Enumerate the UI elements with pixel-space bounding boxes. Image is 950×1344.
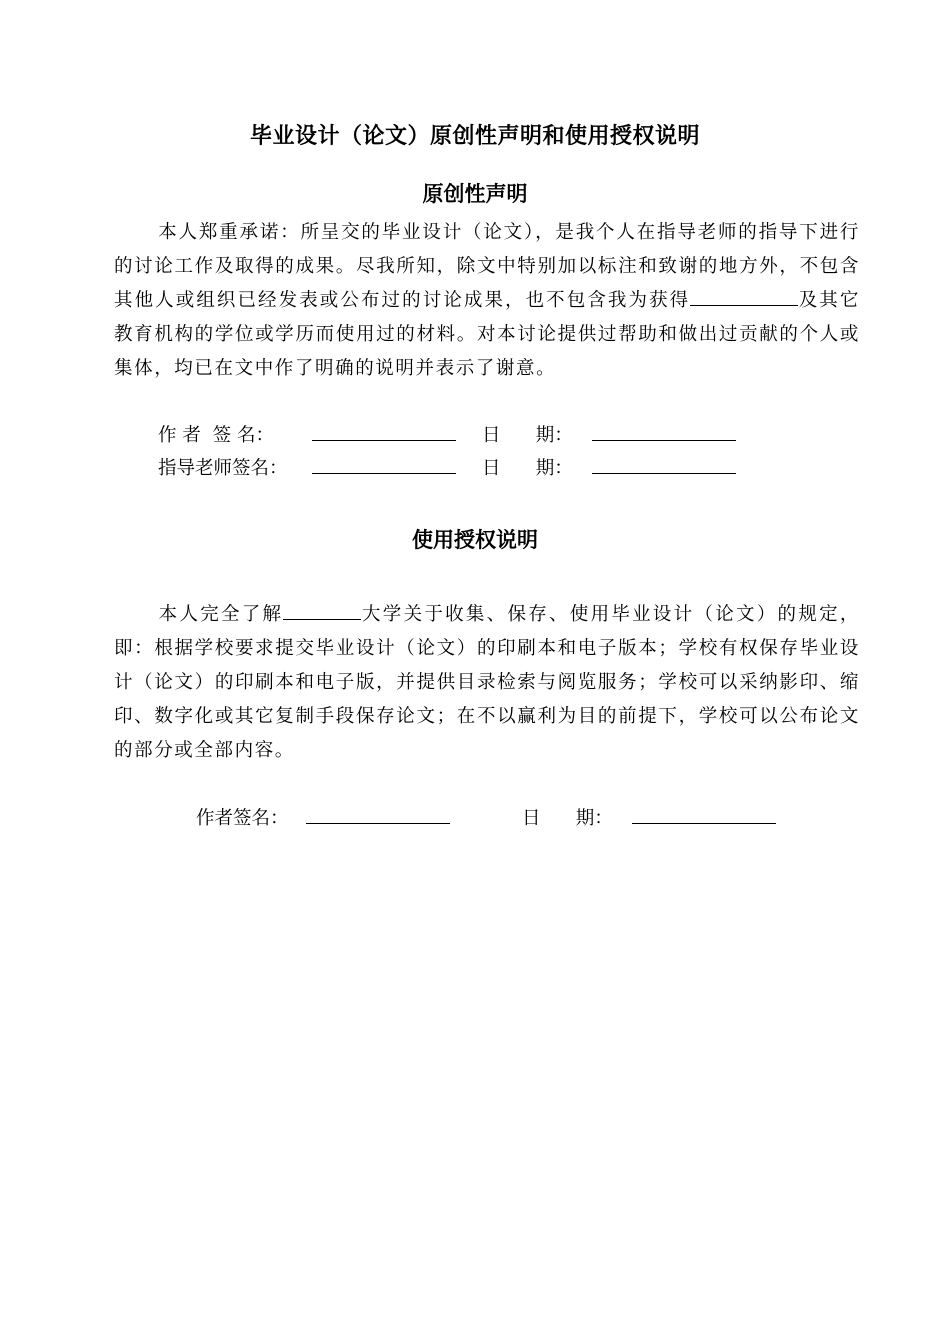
authorization-signature-row: [196, 801, 450, 835]
authorization-heading: 使用授权说明: [412, 528, 538, 552]
originality-text-start: 本人郑重承诺：所呈交的毕业设计（论文），是我个人在指导老师的指导下进行的讨论工作及取得的成果。尽我所知，除文中特别加以标注和致谢的地方外，不包含其他人或组织已经发表或公布过的讨论成果，也不包含我为获得: [114, 222, 860, 311]
author-sign-field[interactable]: [312, 418, 456, 441]
authorization-sign-label: 作者签名：: [196, 808, 289, 829]
advisor-date-field[interactable]: [592, 451, 736, 474]
author-signature-row: [158, 418, 456, 452]
authorization-sign-field[interactable]: [306, 801, 450, 824]
university-blank-field[interactable]: [283, 599, 361, 620]
authorization-date-label: 日 期：: [522, 808, 613, 829]
author-sign-label: 作 者 签 名：: [158, 425, 275, 446]
advisor-date-label: 日 期：: [482, 458, 573, 479]
authorization-date-field[interactable]: [632, 801, 776, 824]
author-date-label: 日 期：: [482, 425, 573, 446]
authorization-text-start: 本人完全了解: [158, 604, 284, 625]
advisor-signature-row: [158, 451, 456, 485]
originality-heading: 原创性声明: [422, 182, 528, 206]
authorization-paragraph: [114, 598, 860, 768]
degree-blank-field[interactable]: [690, 285, 798, 306]
advisor-sign-label: 指导老师签名：: [158, 458, 288, 479]
authorization-text-end: 大学关于收集、保存、使用毕业设计（论文）的规定，即：根据学校要求提交毕业设计（论文）的印刷本和电子版本；学校有权保存毕业设计（论文）的印刷本和电子版，并提供目录检索与阅览服务；学校可以采纳影印、缩印、数字化或其它复制手段保存论文；在不以赢利为目的前提下，学校可以公布论文的部分或全部内容。: [114, 604, 860, 761]
author-date-row: [482, 418, 736, 452]
advisor-sign-field[interactable]: [312, 451, 456, 474]
authorization-date-row: [522, 801, 776, 835]
page-title: 毕业设计（论文）原创性声明和使用授权说明: [249, 124, 700, 149]
author-date-field[interactable]: [592, 418, 736, 441]
originality-text-end: 及其它教育机构的学位或学历而使用过的材料。对本讨论提供过帮助和做出过贡献的个人或集体，均已在文中作了明确的说明并表示了谢意。: [114, 290, 860, 379]
advisor-date-row: [482, 451, 736, 485]
originality-paragraph: [114, 216, 860, 386]
